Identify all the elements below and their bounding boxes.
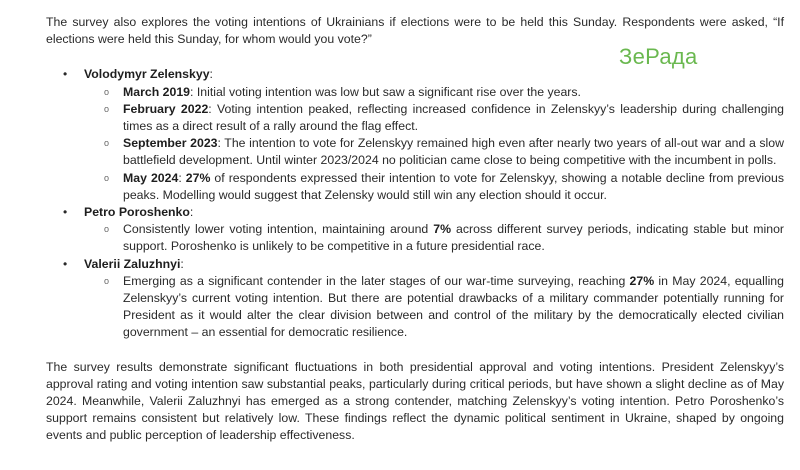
point-label: September 2023 bbox=[123, 136, 218, 151]
candidate-item bbox=[46, 204, 784, 256]
candidate-name: Valerii Zaluzhnyi bbox=[84, 256, 181, 271]
point-list bbox=[84, 84, 784, 204]
candidate-name: Volodymyr Zelenskyy bbox=[84, 67, 210, 82]
document-page bbox=[46, 14, 784, 445]
point-text: in May 2024, equalling Zelenskyy’s current voting intention. But there are potential drawbacks of a military commander potentially running for President as it would alter the clear division between and control of the military by the democratically elected civilian government – an essential for democratic resilience. bbox=[123, 273, 784, 340]
point-item bbox=[84, 170, 784, 204]
point-text: : Initial voting intention was low but saw a significant rise over the years. bbox=[190, 84, 581, 99]
sub-bullet-icon: o bbox=[104, 103, 110, 114]
point-item bbox=[84, 135, 784, 169]
sub-bullet-icon: o bbox=[104, 275, 110, 286]
point-item bbox=[84, 84, 784, 101]
point-list bbox=[84, 221, 784, 255]
colon: : bbox=[189, 205, 194, 220]
percentage-value: 27% bbox=[185, 170, 211, 185]
point-item bbox=[84, 101, 784, 135]
sub-bullet-icon: o bbox=[104, 86, 110, 97]
summary-paragraph: The survey results demonstrate significant fluctuations in both presidential approval and voting intentions. President Zelenskyy’s approval rating and voting intention saw substantial peaks, particularly during critical periods, but have shown a slight decline as of May 2024. Meanwhile, Valerii Zaluzhnyi has emerged as a strong contender, matching Zelenskyy’s voting intention. Petro Poroshenko’s support remains consistent but relatively low. These findings reflect the dynamic political sentiment in Ukraine, shaped by ongoing events and public perception of leadership effectiveness. bbox=[46, 359, 784, 443]
intro-paragraph: The survey also explores the voting intentions of Ukrainians if elections were to be held this Sunday. Respondents were asked, “If elections were held this Sunday, for whom would you vote?” bbox=[46, 15, 784, 47]
sub-bullet-icon: o bbox=[104, 138, 110, 149]
candidate-list bbox=[46, 66, 784, 341]
candidate-name: Petro Poroshenko bbox=[84, 205, 190, 220]
point-text-prefix: Emerging as a significant contender in the later stages of our war-time surveying, reaching bbox=[123, 273, 630, 288]
point-item bbox=[84, 221, 784, 255]
point-text: : The intention to vote for Zelenskyy remained high even after nearly two years of all-out war and a slow battlefield development. Until winter 2023/2024 no politician came close to being competitive with the incumbent in polls. bbox=[123, 136, 784, 168]
candidate-item bbox=[46, 256, 784, 342]
point-text-prefix: Consistently lower voting intention, maintaining around bbox=[123, 222, 434, 237]
percentage-value: 27% bbox=[629, 273, 655, 288]
bullet-icon: • bbox=[63, 256, 68, 271]
watermark-logo: ЗеРада bbox=[619, 44, 698, 69]
point-list bbox=[84, 273, 784, 342]
point-text-prefix: : bbox=[178, 170, 186, 185]
candidate-item bbox=[46, 66, 784, 204]
point-text: : Voting intention peaked, reflecting increased confidence in Zelenskyy’s leadership during challenging times as a direct result of a rally around the flag effect. bbox=[123, 101, 784, 134]
percentage-value: 7% bbox=[433, 222, 452, 237]
point-text: across different survey periods, indicating stable but minor support. Poroshenko is unlikely to be competitive in a future presidential race. bbox=[123, 222, 785, 254]
bullet-icon: • bbox=[63, 67, 68, 82]
point-text: of respondents expressed their intention to vote for Zelenskyy, showing a notable decline from previous peaks. Modelling would suggest that Zelensky would still win any election should it occur. bbox=[123, 170, 784, 202]
sub-bullet-icon: o bbox=[104, 172, 110, 183]
point-item bbox=[84, 273, 784, 342]
sub-bullet-icon: o bbox=[104, 224, 110, 235]
point-label: February 2022 bbox=[123, 101, 209, 116]
bullet-icon: • bbox=[63, 205, 68, 220]
point-label: March 2019 bbox=[123, 84, 190, 99]
point-label: May 2024 bbox=[123, 170, 179, 185]
colon: : bbox=[209, 67, 213, 82]
colon: : bbox=[180, 256, 184, 271]
